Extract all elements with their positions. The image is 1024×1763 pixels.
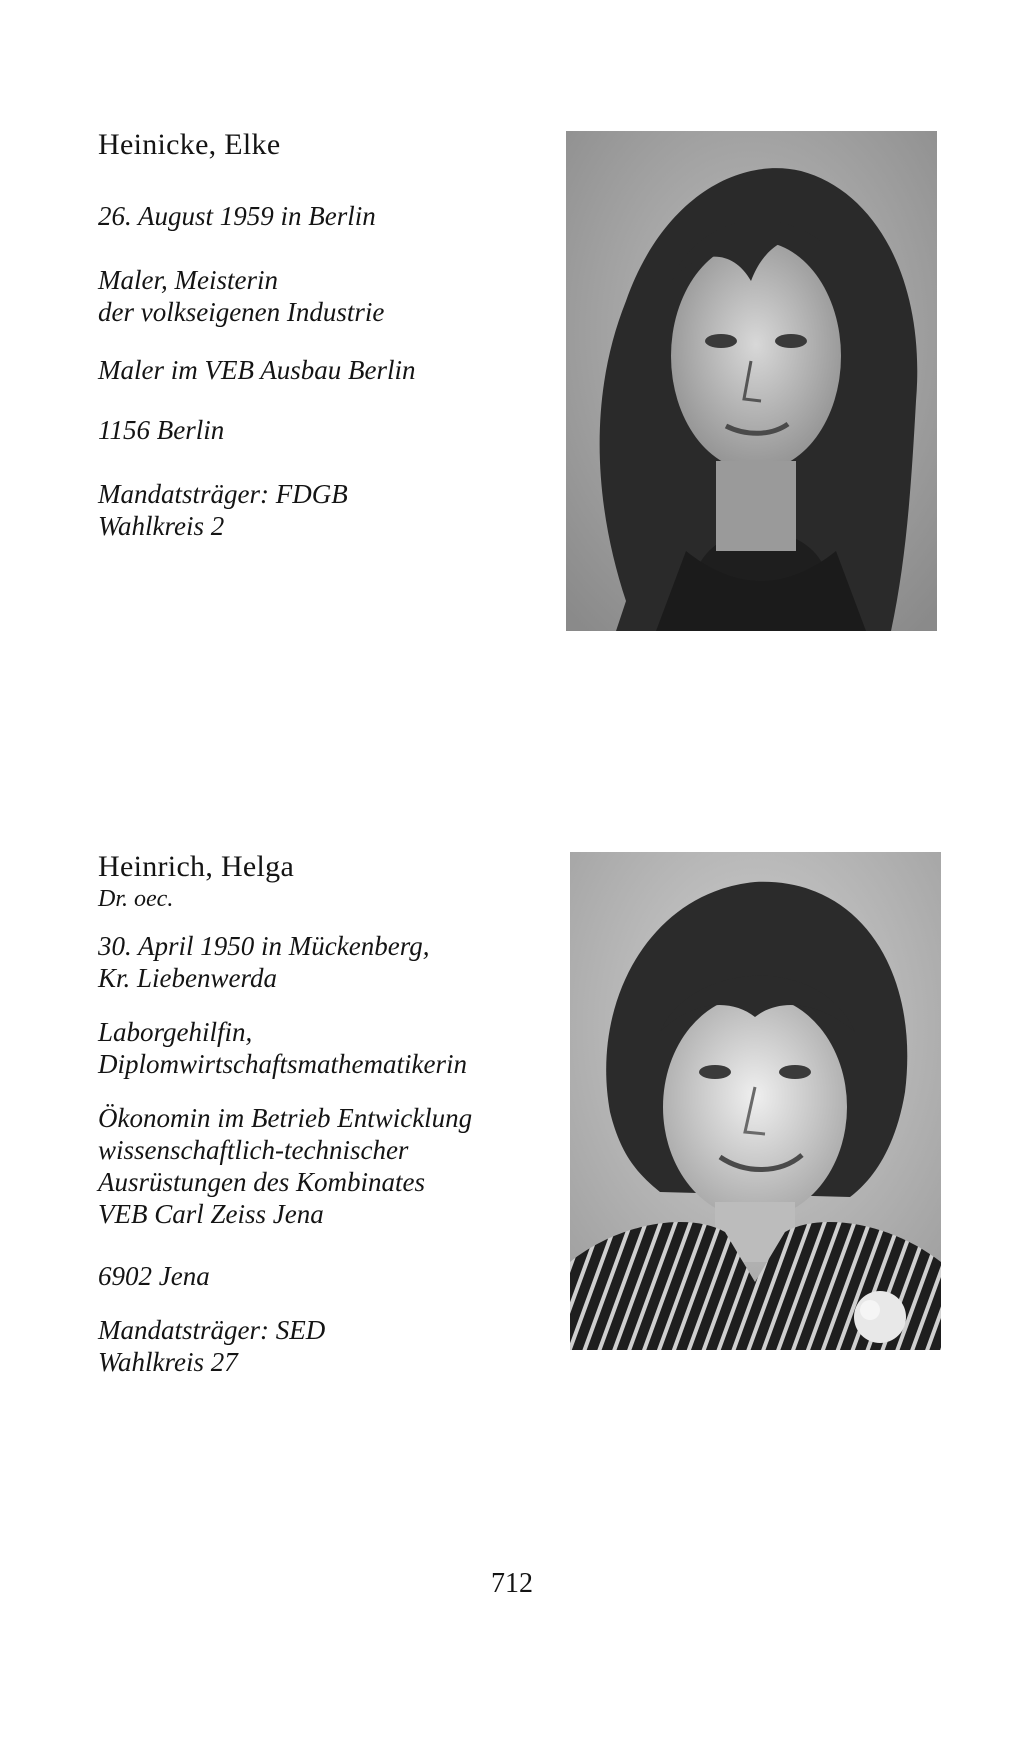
entry-constituency: Wahlkreis 2 [98, 511, 225, 541]
entry-occupation-line-4: VEB Carl Zeiss Jena [98, 1199, 324, 1229]
entry-profession-line-2: Diplomwirtschaftsmathematikerin [98, 1049, 467, 1079]
entry-birth-line-2: Kr. Liebenwerda [98, 963, 278, 993]
entry-heinrich [98, 850, 538, 1378]
entry-name: Heinrich, Helga [98, 850, 295, 883]
portrait-photo-heinrich [570, 852, 941, 1350]
page-number: 712 [491, 1568, 533, 1599]
entry-mandate: Mandatsträger: FDGB [98, 479, 348, 509]
entry-heinicke [98, 128, 538, 542]
entry-occupation-line-1: Ökonomin im Betrieb Entwicklung [98, 1103, 473, 1133]
entry-occupation: Maler im VEB Ausbau Berlin [98, 355, 416, 385]
entry-academic-title: Dr. oec. [98, 886, 174, 912]
entry-profession-line-1: Laborgehilfin, [98, 1017, 253, 1047]
entry-residence: 1156 Berlin [98, 415, 225, 445]
portrait-photo-heinicke [566, 131, 937, 631]
entry-profession-line-1: Maler, Meisterin [98, 265, 278, 295]
entry-name: Heinicke, Elke [98, 128, 281, 161]
entry-occupation-line-2: wissenschaftlich-technischer [98, 1135, 409, 1165]
entry-occupation-line-3: Ausrüstungen des Kombinates [98, 1167, 425, 1197]
entry-profession-line-2: der volkseigenen Industrie [98, 297, 385, 327]
entry-constituency: Wahlkreis 27 [98, 1347, 238, 1377]
entry-birth: 26. August 1959 in Berlin [98, 201, 376, 231]
entry-mandate: Mandatsträger: SED [98, 1315, 326, 1345]
entry-birth-line-1: 30. April 1950 in Mückenberg, [98, 931, 430, 961]
entry-residence: 6902 Jena [98, 1261, 210, 1291]
